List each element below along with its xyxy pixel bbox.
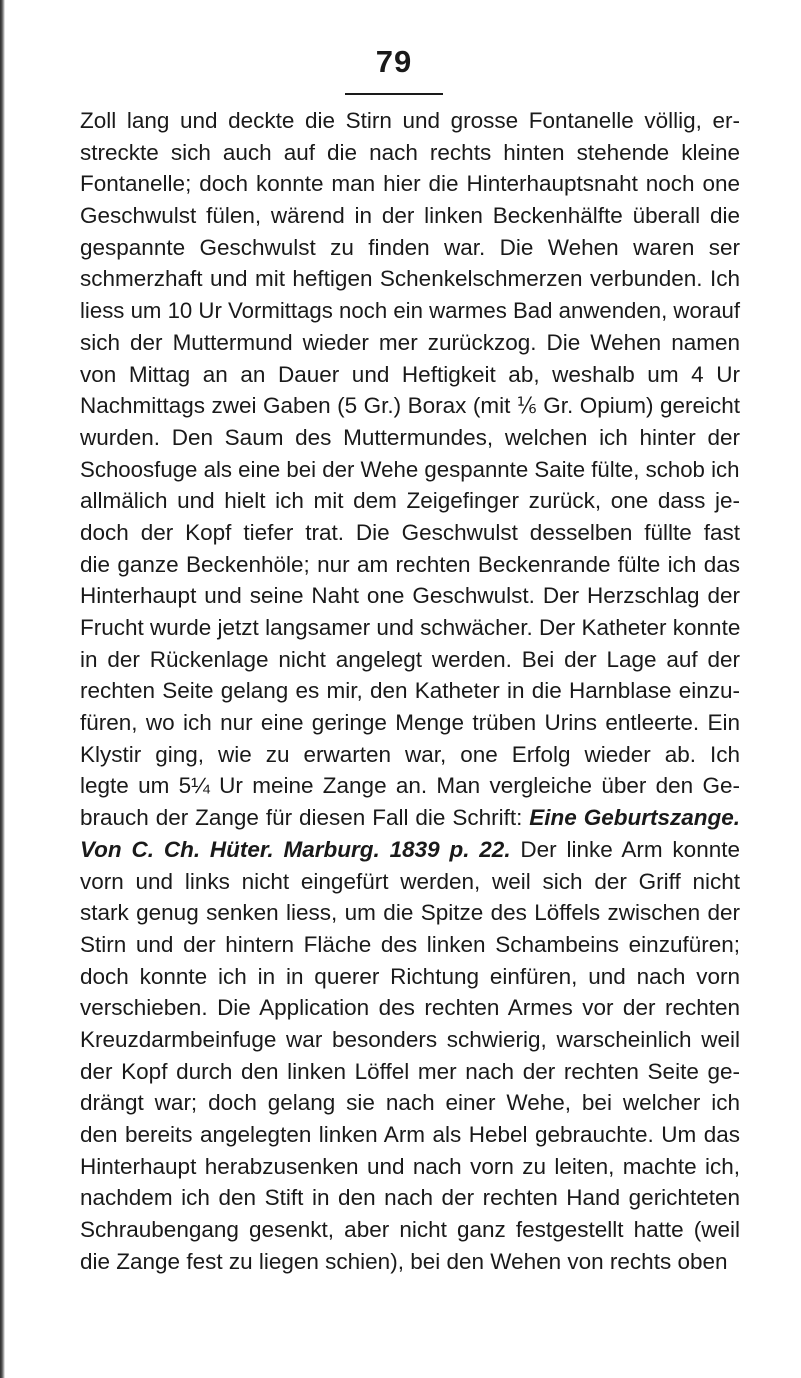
- text-line: Stirn und der hintern Fläche des linken Schambeins einzufüren;: [80, 931, 740, 957]
- body-text: [80, 105, 740, 1277]
- text-line: Fontanelle; doch konnte man hier die Hinterhauptsnaht noch one: [80, 171, 740, 197]
- text-line: der Kopf durch den linken Löffel mer nach der rechten Seite ge-: [80, 1058, 740, 1084]
- text-line: die ganze Beckenhöle; nur am rechten Beckenrande fülte ich das: [80, 551, 740, 577]
- text-line: in der Rückenlage nicht angelegt werden. Bei der Lage auf der: [80, 646, 740, 672]
- text-line: wurden. Den Saum des Muttermundes, welchen ich hinter der: [80, 424, 740, 450]
- text-line: streckte sich auch auf die nach rechts hinten stehende kleine: [80, 139, 740, 165]
- text-line: doch der Kopf tiefer trat. Die Geschwulst desselben füllte fast: [80, 519, 740, 545]
- text-line: Frucht wurde jetzt langsamer und schwächer. Der Katheter konnte: [80, 615, 741, 640]
- text-line: Kreuzdarmbeinfuge war besonders schwierig, warscheinlich weil: [80, 1026, 740, 1052]
- text-line-citation: [80, 834, 740, 866]
- text-line: Schraubengang gesenkt, aber nicht ganz festgestellt hatte (weil: [80, 1217, 740, 1243]
- text-line: gespannte Geschwulst zu finden war. Die Wehen waren ser: [80, 234, 740, 260]
- text-line: drängt war; doch gelang sie nach einer Wehe, bei welcher ich: [80, 1090, 740, 1116]
- text-line: vorn und links nicht eingefürt werden, weil sich der Griff nicht: [80, 868, 740, 894]
- text-line: den bereits angelegten linken Arm als Hebel gebrauchte. Um das: [80, 1122, 740, 1147]
- text-line: Nachmittags zwei Gaben (5 Gr.) Borax (mit ⅙ Gr. Opium) gereicht: [80, 393, 740, 419]
- text-line: füren, wo ich nur eine geringe Menge trüben Urins entleerte. Ein: [80, 710, 740, 736]
- text-line: Geschwulst fülen, wärend in der linken Beckenhälfte überall die: [80, 203, 740, 229]
- text-line: liess um 10 Ur Vormittags noch ein warmes Bad anwenden, worauf: [80, 298, 741, 324]
- page-binding-edge: [0, 0, 5, 1378]
- text-line: von Mittag an an Dauer und Heftigkeit ab, weshalb um 4 Ur: [80, 361, 740, 387]
- citation-title: Eine Geburtszange.: [529, 805, 740, 831]
- text-line: die Zange fest zu liegen schien), bei den Wehen von rechts oben: [80, 1248, 728, 1274]
- text-line: schmerzhaft und mit heftigen Schenkelschmerzen verbunden. Ich: [80, 266, 740, 292]
- text-line: sich der Muttermund wieder mer zurückzog. Die Wehen namen: [80, 329, 740, 355]
- citation-lead-text: brauch der Zange für diesen Fall die Schrift:: [80, 805, 530, 831]
- text-line: rechten Seite gelang es mir, den Katheter in die Harnblase einzu-: [80, 678, 740, 704]
- page-number: [345, 38, 443, 98]
- text-line: Hinterhaupt und seine Naht one Geschwulst. Der Herzschlag der: [80, 583, 740, 609]
- text-line: Zoll lang und deckte die Stirn und grosse Fontanelle völlig, er-: [80, 108, 740, 133]
- text-line: legte um 5¼ Ur meine Zange an. Man vergleiche über den Ge-: [80, 773, 740, 799]
- text-line: nachdem ich den Stift in den nach der rechten Hand gerichteten: [80, 1185, 740, 1211]
- text-line: Schoosfuge als eine bei der Wehe gespannte Saite fülte, schob ich: [80, 456, 740, 482]
- text-line: Hinterhaupt herabzusenken und nach vorn zu leiten, machte ich,: [80, 1153, 740, 1179]
- citation-trail-text: Der linke Arm konnte: [510, 836, 740, 862]
- text-line: allmälich und hielt ich mit dem Zeigefinger zurück, one dass je-: [80, 488, 740, 514]
- text-line: verschieben. Die Application des rechten Armes vor der rechten: [80, 995, 740, 1021]
- text-line: stark genug senken liess, um die Spitze des Löffels zwischen der: [80, 900, 740, 926]
- text-line-citation: [80, 802, 740, 834]
- page-number-text: 79: [375, 44, 413, 79]
- text-line: doch konnte ich in in querer Richtung einfüren, und nach vorn: [80, 963, 740, 989]
- page-number-rule: [345, 93, 443, 95]
- citation-author-place-year: Von C. Ch. Hüter. Marburg. 1839 p. 22.: [80, 836, 511, 862]
- text-line: Klystir ging, wie zu erwarten war, one Erfolg wieder ab. Ich: [80, 741, 740, 767]
